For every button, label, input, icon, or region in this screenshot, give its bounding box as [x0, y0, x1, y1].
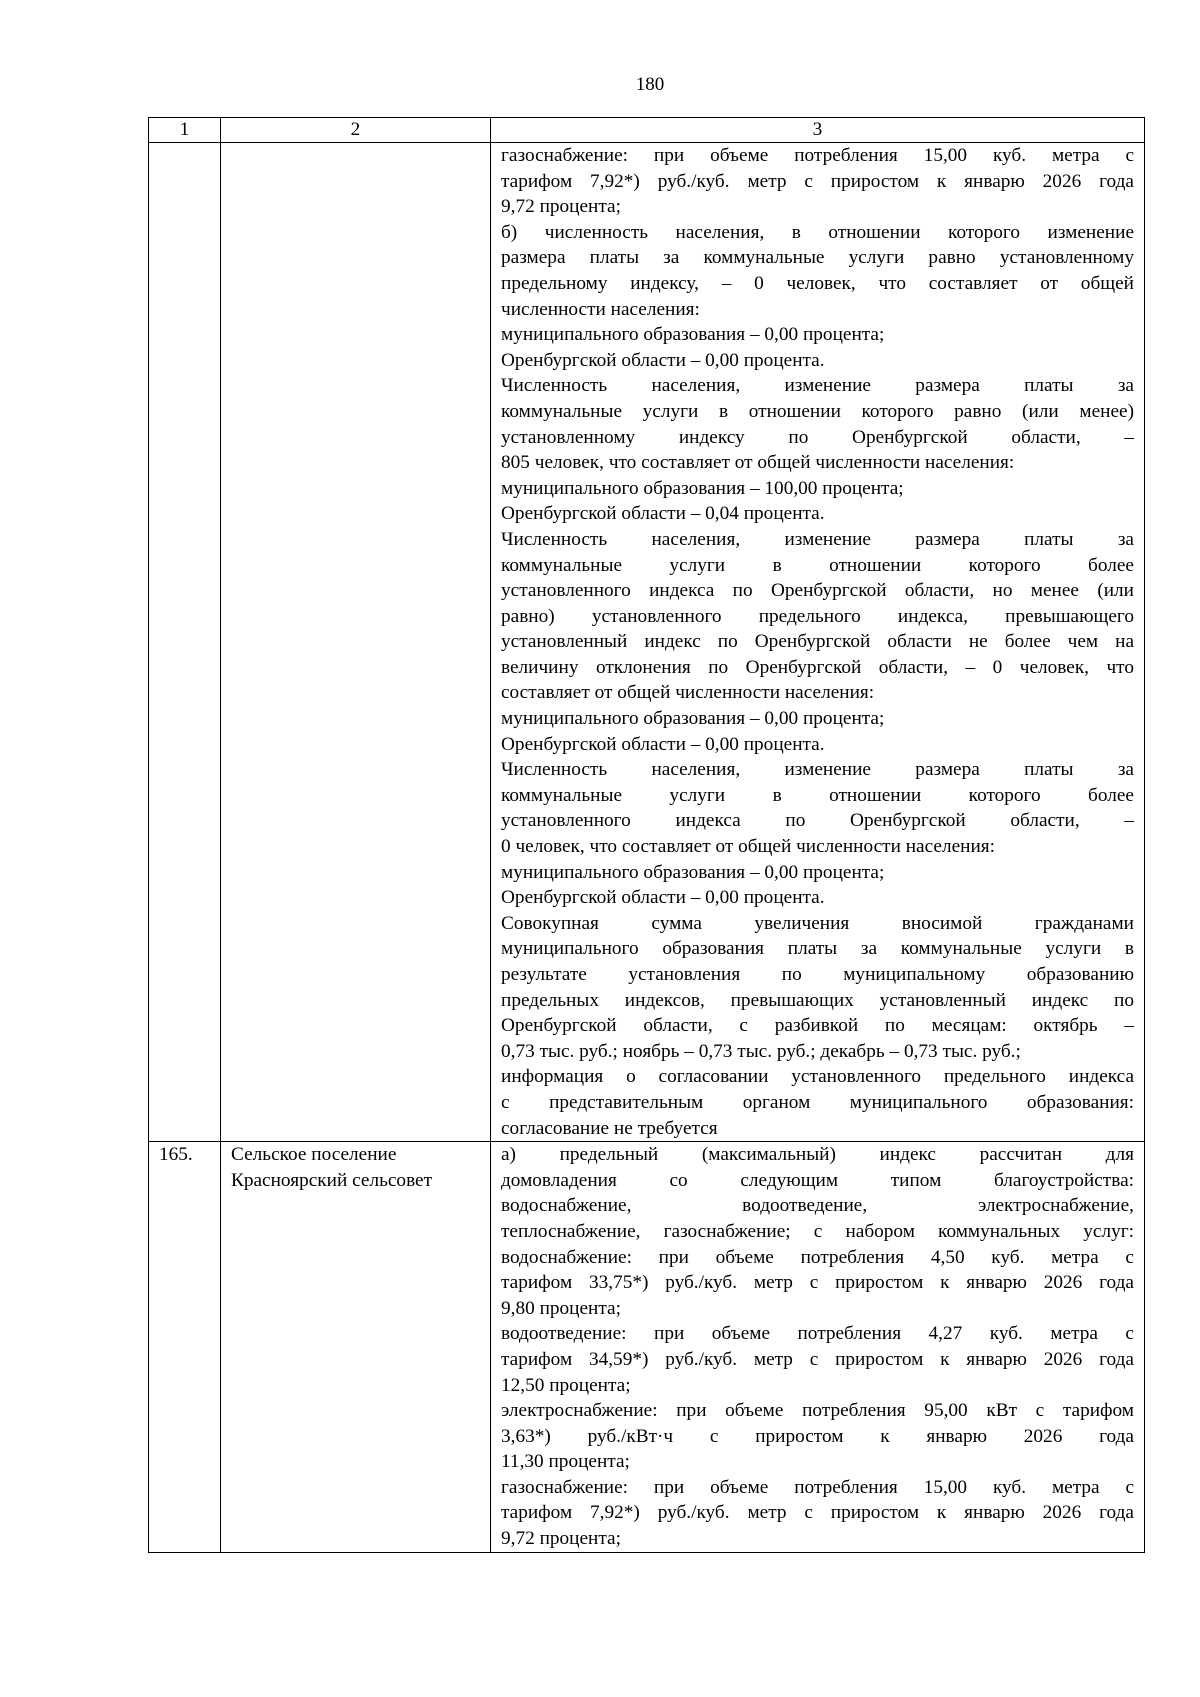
index-table: [148, 117, 1145, 1553]
text-line: муниципального образования – 100,00 процента;: [501, 477, 904, 499]
text-line: 11,30 процента;: [501, 1451, 630, 1473]
text-line: водоснабжение: при объеме потребления 4,50 куб. метра с: [501, 1246, 1134, 1268]
text-line: 9,80 процента;: [501, 1297, 621, 1319]
text-line: размера платы за коммунальные услуги равно установленному: [501, 247, 1134, 269]
text-line: согласование не требуется: [501, 1117, 718, 1139]
text-line: 9,72 процента;: [501, 196, 621, 218]
text-line: Численность населения, изменение размера платы за: [501, 528, 1134, 550]
text-line: тарифом 7,92*) руб./куб. метр с приростом к январю 2026 года: [501, 170, 1134, 192]
text-line: 3,63*) руб./кВт·ч с приростом к январю 2026 года: [501, 1425, 1134, 1447]
text-line: коммунальные услуги в отношении которого более: [501, 554, 1134, 576]
text-line: результате установления по муниципальному образованию: [501, 964, 1134, 985]
text-line: тарифом 7,92*) руб./куб. метр с приростом к январю 2026 года: [501, 1502, 1134, 1524]
text-line: б) численность населения, в отношении которого изменение: [501, 221, 1134, 243]
municipality-name-cell: [221, 1142, 491, 1553]
text-line: равно) установленного предельного индекса, превышающего: [501, 605, 1134, 627]
text-line: 0,73 тыс. руб.; ноябрь – 0,73 тыс. руб.; декабрь – 0,73 тыс. руб.;: [501, 1040, 1021, 1062]
text-line: Оренбургской области – 0,04 процента.: [501, 503, 825, 525]
text-line: 12,50 процента;: [501, 1374, 631, 1396]
text-line: газоснабжение: при объеме потребления 15,00 куб. метра с: [501, 145, 1134, 166]
row-165-text: [501, 1142, 1134, 1552]
text-line: водоотведение: при объеме потребления 4,27 куб. метра с: [501, 1323, 1134, 1345]
municipality-name-line: Сельское поселение: [231, 1144, 397, 1166]
row-number-cell: [149, 143, 221, 1142]
text-line: муниципального образования – 0,00 процента;: [501, 708, 885, 730]
text-line: водоснабжение, водоотведение, электроснабжение,: [501, 1195, 1134, 1217]
text-line: тарифом 34,59*) руб./куб. метр с приростом к январю 2026 года: [501, 1348, 1134, 1370]
text-line: теплоснабжение, газоснабжение; с набором коммунальных услуг:: [501, 1220, 1134, 1242]
municipality-name-cell: [221, 143, 491, 1142]
index-description-cell: [491, 1142, 1145, 1553]
text-line: муниципального образования – 0,00 процента;: [501, 861, 885, 883]
text-line: установленному индексу по Оренбургской области, –: [501, 426, 1134, 448]
text-line: 805 человек, что составляет от общей численности населения:: [501, 452, 1015, 474]
text-line: домовладения со следующим типом благоустройства:: [501, 1169, 1134, 1191]
text-line: Оренбургской области – 0,00 процента.: [501, 733, 825, 755]
text-line: информация о согласовании установленного предельного индекса: [501, 1066, 1134, 1088]
text-line: установленный индекс по Оренбургской области не более чем на: [501, 631, 1134, 653]
text-line: тарифом 33,75*) руб./куб. метр с приростом к январю 2026 года: [501, 1272, 1134, 1294]
text-line: с представительным органом муниципального образования:: [501, 1091, 1134, 1113]
text-line: 9,72 процента;: [501, 1528, 621, 1550]
text-line: предельному индексу, – 0 человек, что составляет от общей: [501, 272, 1134, 294]
column-header-2: 2: [221, 118, 491, 143]
text-line: предельных индексов, превышающих установленный индекс по: [501, 989, 1134, 1011]
text-line: величину отклонения по Оренбургской области, – 0 человек, что: [501, 656, 1134, 678]
text-line: муниципального образования – 0,00 процента;: [501, 324, 885, 346]
text-line: коммунальные услуги в отношении которого более: [501, 784, 1134, 806]
text-line: газоснабжение: при объеме потребления 15,00 куб. метра с: [501, 1476, 1134, 1498]
text-line: Численность населения, изменение размера платы за: [501, 375, 1134, 397]
text-line: составляет от общей численности населения:: [501, 682, 875, 704]
text-line: установленного индекса по Оренбургской области, –: [501, 810, 1134, 832]
text-line: 0 человек, что составляет от общей численности населения:: [501, 836, 995, 858]
text-line: Оренбургской области, с разбивкой по месяцам: октябрь –: [501, 1015, 1134, 1037]
row-number-cell: 165.: [149, 1142, 221, 1553]
table-row-165: [149, 1142, 1145, 1553]
text-line: Оренбургской области – 0,00 процента.: [501, 887, 825, 909]
text-line: установленного индекса по Оренбургской области, но менее (или: [501, 580, 1134, 602]
text-line: электроснабжение: при объеме потребления 95,00 кВт с тарифом: [501, 1400, 1134, 1422]
text-line: Совокупная сумма увеличения вносимой гражданами: [501, 912, 1134, 934]
text-line: Численность населения, изменение размера платы за: [501, 759, 1134, 781]
index-description-cell: [491, 143, 1145, 1142]
municipality-name-line: Красноярский сельсовет: [231, 1169, 433, 1191]
table-row-continuation: [149, 143, 1145, 1142]
table-header-row: [149, 118, 1145, 143]
continuation-text: [501, 143, 1134, 1141]
text-line: муниципального образования платы за коммунальные услуги в: [501, 938, 1134, 960]
text-line: численности населения:: [501, 298, 700, 320]
text-line: а) предельный (максимальный) индекс рассчитан для: [501, 1144, 1134, 1166]
page-number: 180: [635, 74, 665, 95]
text-line: Оренбургской области – 0,00 процента.: [501, 349, 825, 371]
column-header-1: 1: [149, 118, 221, 143]
text-line: коммунальные услуги в отношении которого равно (или менее): [501, 400, 1134, 422]
column-header-3: 3: [491, 118, 1145, 143]
